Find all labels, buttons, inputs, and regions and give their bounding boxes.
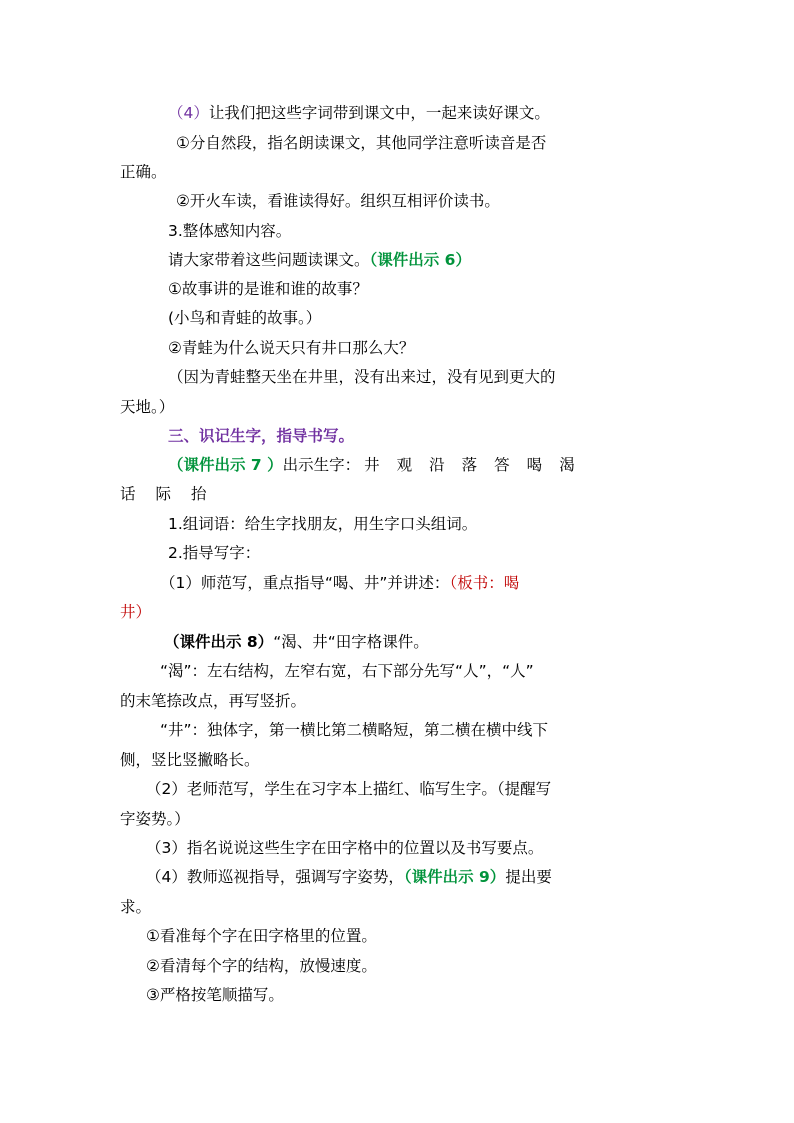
new-char: 观 <box>396 456 413 474</box>
sub-step-2d-line-2: 求。 <box>120 898 152 916</box>
answer-2-line-1: （因为青蛙整天坐在井里，没有出来过，没有见到更大的 <box>168 368 556 386</box>
step-number: （4） <box>168 104 209 122</box>
sub-step-2: 2.指导写字： <box>168 544 261 562</box>
jing-line-1: “井”：独体字，第一横比第二横略短，第二横在横中线下 <box>160 721 549 739</box>
sub-step-2d-line-1: （4）教师巡视指导，强调写字姿势，（课件出示 9）提出要 <box>146 868 552 886</box>
new-char: 际 <box>155 485 172 503</box>
requirement-1: ①看准每个字在田字格里的位置。 <box>146 927 377 945</box>
answer-1: (小鸟和青蛙的故事。） <box>168 309 322 327</box>
new-char: 话 <box>120 485 136 503</box>
courseware-8-line: （课件出示 8）“渴、井“田字格课件。 <box>164 633 429 651</box>
jing-line-2: 侧，竖比竖撇略长。 <box>120 751 260 769</box>
courseware-tag: （课件出示 9） <box>403 868 506 886</box>
intro-line: 请大家带着这些问题读课文。（课件出示 6） <box>168 251 471 269</box>
new-chars-row <box>364 456 575 474</box>
sub-step-2a-line-1: （1）师范写，重点指导“喝、井”并讲述：（板书：喝 <box>160 574 520 592</box>
sub-step-1: 1.组词语：给生字找朋友，用生字口头组词。 <box>168 515 478 533</box>
blackboard-note: （板书：喝 <box>449 574 520 592</box>
new-chars-line-2 <box>120 483 207 505</box>
sub-step-2a-line-2: 井） <box>120 603 152 621</box>
sub-step-2b-line-2: 字姿势。） <box>120 810 190 828</box>
requirement-2: ②看清每个字的结构，放慢速度。 <box>146 957 377 975</box>
reading-line-4: ②开火车读，看谁读得好。组织互相评价读书。 <box>176 192 500 210</box>
question-1: ①故事讲的是谁和谁的故事？ <box>168 280 368 298</box>
new-chars-line-1: （课件出示 7 ）出示生字： 井 观 沿 落 答 喝 渴 <box>168 456 575 474</box>
new-chars-row <box>120 485 207 503</box>
new-char: 抬 <box>191 485 207 503</box>
courseware-tag: （课件出示 8） <box>164 633 274 651</box>
new-char: 沿 <box>429 456 445 474</box>
sub-step-2b-line-1: （2）老师范写，学生在习字本上描红、临写生字。（提醒写 <box>146 780 552 798</box>
step-heading: 3.整体感知内容。 <box>168 222 292 240</box>
ke-line-1: “渴”：左右结构，左窄右宽，右下部分先写“人”，“人” <box>160 662 534 680</box>
sub-step-2c: （3）指名说说这些生字在田字格中的位置以及书写要点。 <box>146 839 544 857</box>
new-char: 井 <box>364 456 380 474</box>
requirement-3: ③严格按笔顺描写。 <box>146 986 284 1004</box>
reading-line-1: （4）让我们把这些字词带到课文中，一起来读好课文。 <box>168 104 550 122</box>
ke-line-2: 的末笔捺改点，再写竖折。 <box>120 692 307 710</box>
courseware-tag: （课件出示 7 ） <box>168 456 283 474</box>
new-char: 喝 <box>526 456 543 474</box>
new-char: 落 <box>461 456 478 474</box>
courseware-tag: （课件出示 6） <box>369 251 471 269</box>
reading-line-3: 正确。 <box>120 163 167 181</box>
new-char: 答 <box>494 456 510 474</box>
new-char: 渴 <box>559 456 575 474</box>
answer-2-line-2: 天地。） <box>120 398 175 416</box>
reading-line-2: ①分自然段，指名朗读课文，其他同学注意听读音是否 <box>176 134 547 152</box>
question-2: ②青蛙为什么说天只有井口那么大？ <box>168 339 415 357</box>
section-heading: 三、识记生字，指导书写。 <box>168 427 355 445</box>
